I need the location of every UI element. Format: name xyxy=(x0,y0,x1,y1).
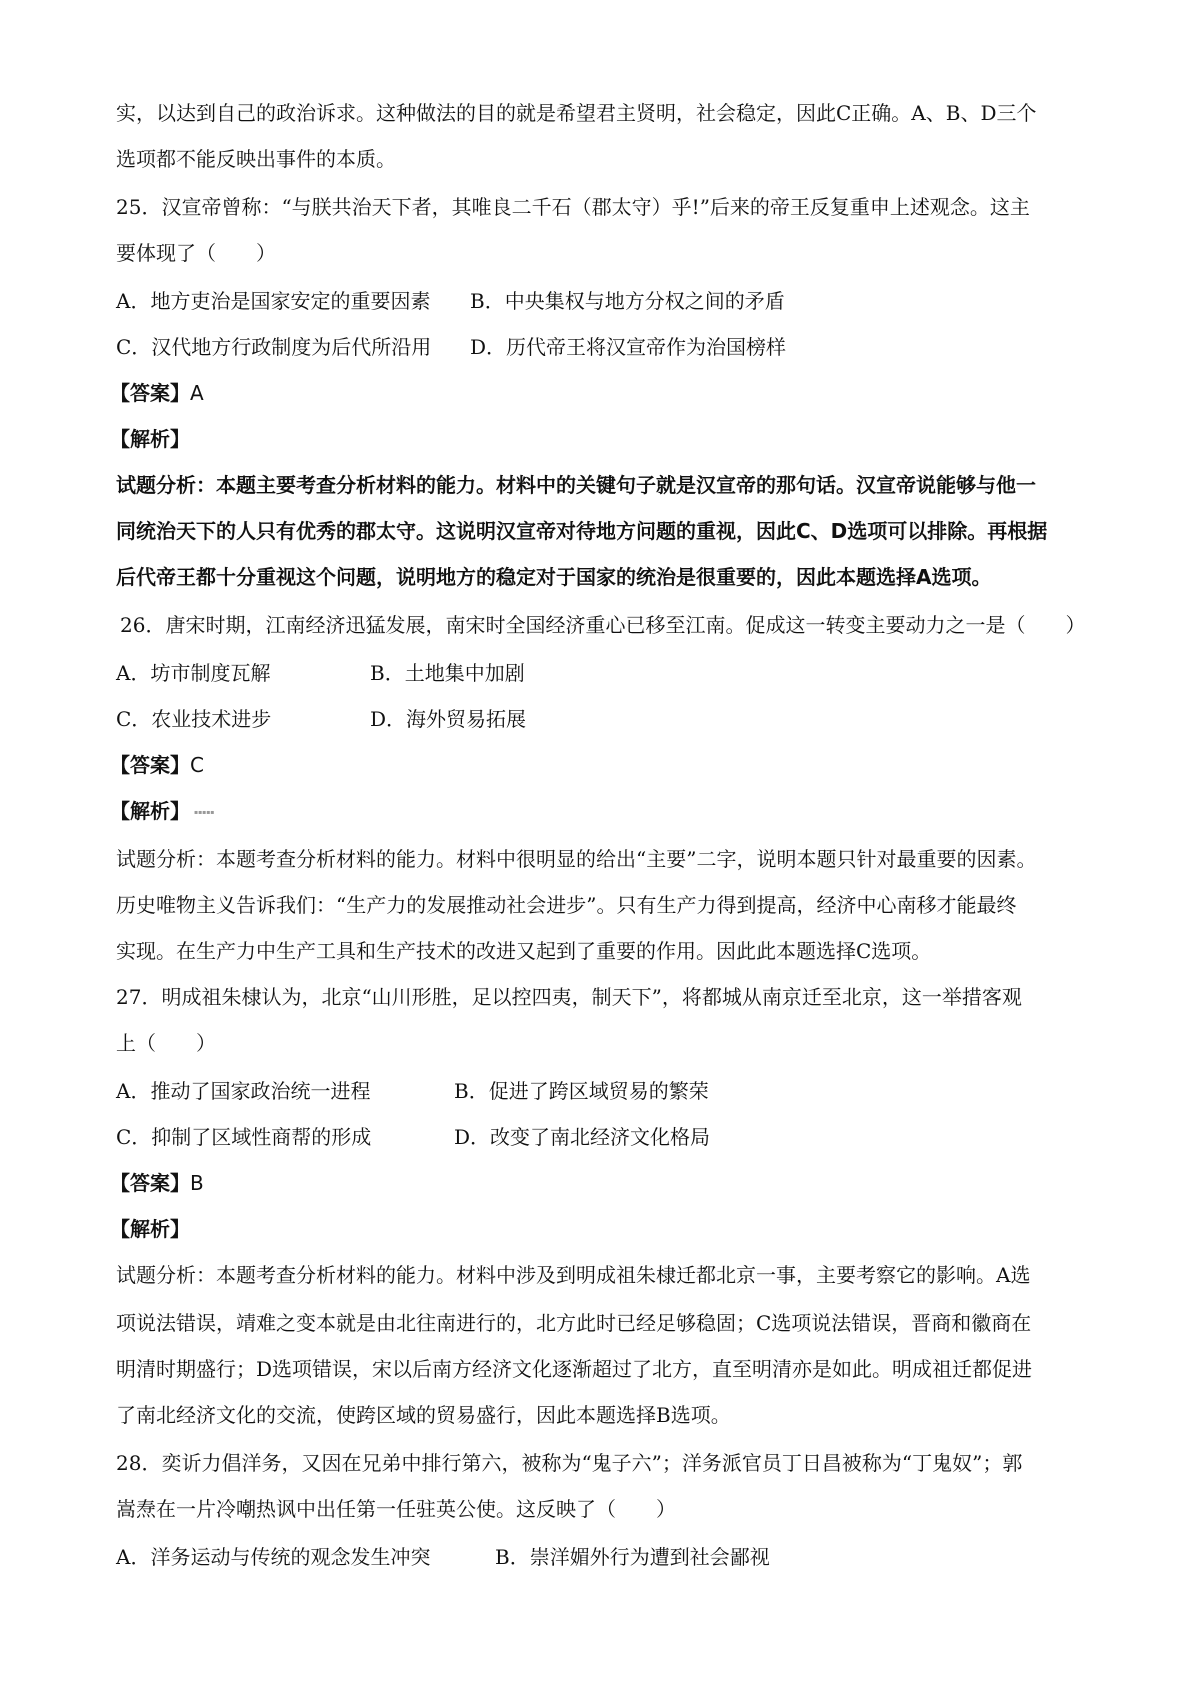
q27-answer xyxy=(110,1170,1140,1196)
q26-analysis-line-1: 试题分析：本题考查分析材料的能力。材料中很明显的给出“主要”二字，说明本题只针对最重要的因素。 xyxy=(116,847,1037,871)
q25-stem-line-2: 要体现了（ ） xyxy=(116,241,276,265)
q25-option-b: B．中央集权与地方分权之间的矛盾 xyxy=(470,289,785,313)
q27-option-d: D．改变了南北经济文化格局 xyxy=(454,1125,711,1149)
q27-analysis-line-2: 项说法错误，靖难之变本就是由北往南进行的，北方此时已经足够稳固；C选项说法错误，晋商和徽商在 xyxy=(116,1311,1032,1335)
q28-option-a: A．洋务运动与传统的观念发生冲突 xyxy=(116,1545,431,1569)
q25-analysis-line-1: 试题分析：本题主要考查分析材料的能力。材料中的关键句子就是汉宣帝的那句话。汉宣帝说能够与他一 xyxy=(116,473,1036,497)
q25-stem-line-1: 25．汉宣帝曾称：“与朕共治天下者，其唯良二千石（郡太守）乎!”后来的帝王反复重申上述观念。这主 xyxy=(116,195,1030,219)
q25-option-a: A．地方吏治是国家安定的重要因素 xyxy=(116,289,431,313)
analysis-label: 【解析】 xyxy=(110,799,190,823)
q25-analysis-label xyxy=(110,426,1140,452)
q27-stem-line-2: 上（ ） xyxy=(116,1031,216,1055)
q25-analysis-line-2: 同统治天下的人只有优秀的郡太守。这说明汉宣帝对待地方问题的重视，因此C、D选项可以排除。再根据 xyxy=(116,519,1048,543)
q25-option-c: C．汉代地方行政制度为后代所沿用 xyxy=(116,335,432,359)
q27-analysis-label xyxy=(110,1216,1140,1242)
tiny-watermark-mark: ▪▪▪▪▪ xyxy=(194,808,215,816)
answer-value: C xyxy=(190,753,204,777)
q25-analysis-line-3: 后代帝王都十分重视这个问题，说明地方的稳定对于国家的统治是很重要的，因此本题选择A选项。 xyxy=(116,565,992,589)
q28-stem-line-1: 28．奕䜣力倡洋务，又因在兄弟中排行第六，被称为“鬼子六”；洋务派官员丁日昌被称为“丁鬼奴”；郭 xyxy=(116,1451,1023,1475)
q26-option-b: B．土地集中加剧 xyxy=(370,661,525,685)
q27-analysis-line-1: 试题分析：本题考查分析材料的能力。材料中涉及到明成祖朱棣迁都北京一事，主要考察它的影响。A选 xyxy=(116,1263,1031,1287)
answer-label: 【答案】 xyxy=(110,381,190,405)
q27-option-c: C．抑制了区域性商帮的形成 xyxy=(116,1125,372,1149)
q25-answer xyxy=(110,380,1140,406)
q26-option-a: A．坊市制度瓦解 xyxy=(116,661,271,685)
q26-option-c: C．农业技术进步 xyxy=(116,707,272,731)
q26-option-d: D．海外贸易拓展 xyxy=(370,707,527,731)
q27-option-a: A．推动了国家政治统一进程 xyxy=(116,1079,371,1103)
q28-stem-line-2: 嵩焘在一片冷嘲热讽中出任第一任驻英公使。这反映了（ ） xyxy=(116,1497,676,1521)
q26-analysis-label xyxy=(110,798,1140,826)
q26-stem-line-1: 26．唐宋时期，江南经济迅猛发展，南宋时全国经济重心已移至江南。促成这一转变主要动力之一是（ ） xyxy=(120,613,1086,637)
answer-label: 【答案】 xyxy=(110,1171,190,1195)
answer-label: 【答案】 xyxy=(110,753,190,777)
q28-option-b: B．崇洋媚外行为遭到社会鄙视 xyxy=(495,1545,770,1569)
analysis-label: 【解析】 xyxy=(110,1217,190,1241)
intro-line-2: 选项都不能反映出事件的本质。 xyxy=(116,147,396,171)
q27-analysis-line-3: 明清时期盛行；D选项错误，宋以后南方经济文化逐渐超过了北方，直至明清亦是如此。明成祖迁都促进 xyxy=(116,1357,1033,1381)
q25-option-d: D．历代帝王将汉宣帝作为治国榜样 xyxy=(470,335,787,359)
answer-value: A xyxy=(190,381,204,405)
answer-value: B xyxy=(190,1171,204,1195)
q27-stem-line-1: 27．明成祖朱棣认为，北京“山川形胜，足以控四夷，制天下”，将都城从南京迁至北京，这一举措客观 xyxy=(116,985,1022,1009)
q27-analysis-line-4: 了南北经济文化的交流，使跨区域的贸易盛行，因此本题选择B选项。 xyxy=(116,1403,731,1427)
analysis-label: 【解析】 xyxy=(110,427,190,451)
q26-analysis-line-2: 历史唯物主义告诉我们：“生产力的发展推动社会进步”。只有生产力得到提高，经济中心南移才能最终 xyxy=(116,893,1017,917)
intro-line-1: 实，以达到自己的政治诉求。这种做法的目的就是希望君主贤明，社会稳定，因此C正确。A、B、D三个 xyxy=(116,101,1037,125)
q26-analysis-line-3: 实现。在生产力中生产工具和生产技术的改进又起到了重要的作用。因此此本题选择C选项。 xyxy=(116,939,932,963)
q26-answer xyxy=(110,752,1140,778)
q27-option-b: B．促进了跨区域贸易的繁荣 xyxy=(454,1079,709,1103)
